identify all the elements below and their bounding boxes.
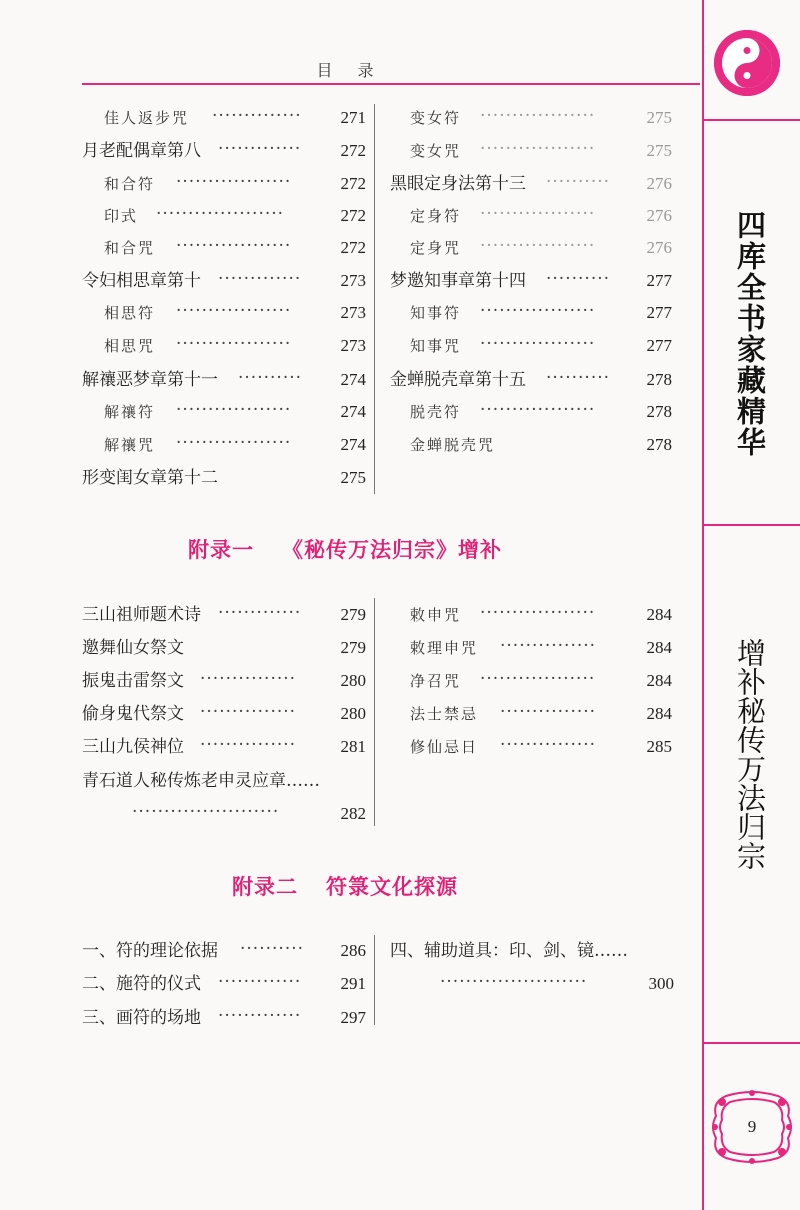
toc-entry-page: 297 — [340, 1008, 366, 1027]
leader-dots: ·········· — [238, 368, 303, 388]
sidebar-border-left — [702, 0, 704, 1210]
leader-dots: ·················· — [480, 603, 596, 623]
toc-entry-page: 279 — [340, 605, 366, 624]
toc-entry[interactable] — [410, 332, 672, 360]
toc-entry[interactable] — [410, 601, 672, 629]
toc-entry[interactable] — [82, 1004, 366, 1032]
leader-dots: ·················· — [176, 433, 292, 453]
toc-entry-label: 和合咒 — [104, 239, 156, 257]
leader-dots: ·················· — [176, 236, 292, 256]
leader-dots: ·················· — [480, 334, 596, 354]
leader-dots: ··············· — [200, 735, 297, 755]
toc-entry-label: 解禳恶梦章第十一 — [82, 370, 218, 390]
toc-entry-page: 282 — [340, 804, 366, 823]
toc-entry[interactable] — [104, 234, 366, 262]
page-header-title: 目 录 — [316, 61, 384, 80]
toc-entry[interactable] — [82, 733, 366, 761]
toc-entry-page: 271 — [340, 108, 366, 127]
toc-entry[interactable] — [82, 137, 366, 165]
column-divider-appendix2 — [374, 935, 375, 1025]
toc-entry[interactable] — [104, 431, 366, 459]
toc-entry[interactable] — [390, 170, 672, 198]
toc-entry-page: 278 — [646, 435, 672, 454]
toc-entry-label: 三、画符的场地 — [82, 1008, 201, 1028]
sidebar-rule-bottom — [702, 1042, 800, 1044]
toc-entry-page: 272 — [340, 141, 366, 160]
toc-entry[interactable] — [82, 667, 366, 695]
toc-entry[interactable] — [410, 700, 672, 728]
leader-dots: ·················· — [176, 301, 292, 321]
toc-entry-page: 273 — [340, 336, 366, 355]
leader-dots: ·················· — [176, 334, 292, 354]
toc-entry[interactable] — [390, 366, 672, 394]
yin-yang-logo-icon — [714, 30, 780, 96]
toc-entry[interactable] — [104, 170, 366, 198]
toc-entry-page: 285 — [646, 737, 672, 756]
toc-entry-label: 解禳符 — [104, 403, 156, 421]
leader-dots: ·················· — [176, 172, 292, 192]
toc-entry-page: 275 — [646, 141, 672, 160]
toc-entry-label: 金蝉脱壳咒 — [410, 436, 496, 454]
toc-entry-page: 286 — [340, 941, 366, 960]
toc-entry-label: 二、施符的仪式 — [82, 974, 201, 994]
leader-dots: ··············· — [200, 702, 297, 722]
leader-dots: ·········· — [546, 269, 611, 289]
toc-entry-page: 277 — [646, 271, 672, 290]
toc-entry-label: 和合符 — [104, 175, 156, 193]
toc-entry-label: 变女咒 — [410, 142, 462, 160]
toc-entry[interactable] — [410, 634, 672, 662]
toc-entry-label: 黑眼定身法第十三 — [390, 174, 526, 194]
toc-entry[interactable] — [82, 970, 366, 998]
leader-dots: ··············· — [200, 669, 297, 689]
toc-entry-page: 274 — [340, 402, 366, 421]
leader-dots: ············· — [218, 139, 302, 159]
toc-entry-label: 知事符 — [410, 304, 462, 322]
toc-entry[interactable] — [82, 634, 366, 662]
toc-entry-page: 300 — [648, 974, 674, 993]
toc-entry-label: 相思咒 — [104, 337, 156, 355]
toc-entry-label: 邀舞仙女祭文 — [82, 638, 184, 658]
toc-entry-long[interactable] — [82, 767, 372, 795]
toc-entry[interactable] — [104, 299, 366, 327]
toc-entry-page: 273 — [340, 303, 366, 322]
toc-entry-page: 273 — [340, 271, 366, 290]
leader-dots: ······················· — [440, 972, 588, 992]
toc-entry-label: 相思符 — [104, 304, 156, 322]
leader-dots: ··············· — [500, 702, 597, 722]
leader-dots: ·················· — [480, 106, 596, 126]
toc-entry-page: 277 — [646, 303, 672, 322]
leader-dots: ·········· — [546, 368, 611, 388]
toc-entry-label: 脱壳符 — [410, 403, 462, 421]
toc-entry[interactable] — [82, 366, 366, 394]
toc-entry-page: 272 — [340, 174, 366, 193]
toc-entry[interactable] — [104, 104, 366, 132]
toc-entry[interactable] — [410, 137, 672, 165]
leader-dots: ············· — [218, 269, 302, 289]
toc-entry-long-continuation — [82, 800, 366, 828]
toc-entry-page: 275 — [646, 108, 672, 127]
leader-dots: ·················· — [480, 669, 596, 689]
toc-entry-label: 青石道人秘传炼老申灵应章…… — [82, 771, 320, 791]
toc-entry[interactable] — [410, 299, 672, 327]
toc-entry-page: 276 — [646, 238, 672, 257]
toc-entry-label: 四、辅助道具：印、剑、镜…… — [390, 941, 628, 961]
toc-entry-label: 一、符的理论依据 — [82, 941, 218, 961]
toc-entry-label: 变女符 — [410, 109, 462, 127]
toc-entry[interactable] — [82, 464, 366, 492]
toc-entry[interactable] — [410, 431, 672, 459]
toc-entry-page: 278 — [646, 402, 672, 421]
toc-entry-label: 令妇相思章第十 — [82, 271, 201, 291]
appendix1-heading — [0, 534, 690, 564]
appendix1-heading-title: 《秘传万法归宗》增补 — [282, 538, 502, 562]
toc-entry[interactable] — [82, 601, 366, 629]
toc-entry-page: 280 — [340, 704, 366, 723]
column-divider-appendix1 — [374, 598, 375, 826]
toc-entry-long-continuation — [390, 970, 674, 998]
toc-entry-label: 净召咒 — [410, 672, 462, 690]
toc-entry-page: 281 — [340, 737, 366, 756]
appendix1-heading-label: 附录一 — [188, 538, 254, 562]
toc-entry[interactable] — [104, 332, 366, 360]
appendix2-heading — [0, 871, 690, 901]
toc-entry-label: 偷身鬼代祭文 — [82, 704, 184, 724]
leader-dots: ·········· — [546, 172, 611, 192]
toc-entry-page: 284 — [646, 605, 672, 624]
toc-entry-label: 修仙忌日 — [410, 738, 479, 756]
appendix2-heading-title: 符箓文化探源 — [326, 875, 458, 899]
toc-entry-label: 形变闺女章第十二 — [82, 468, 218, 488]
leader-dots: ···················· — [156, 204, 285, 224]
toc-entry-label: 定身符 — [410, 207, 462, 225]
leader-dots: ·················· — [480, 236, 596, 256]
toc-entry[interactable] — [410, 104, 672, 132]
page-number-frame — [712, 1090, 792, 1164]
leader-dots: ·················· — [480, 400, 596, 420]
toc-entry[interactable] — [410, 398, 672, 426]
sidebar-rule-top — [702, 119, 800, 121]
leader-dots: ·········· — [240, 939, 305, 959]
leader-dots: ············· — [218, 972, 302, 992]
leader-dots: ·················· — [480, 301, 596, 321]
toc-entry[interactable] — [410, 733, 672, 761]
toc-entry[interactable] — [104, 398, 366, 426]
appendix2-heading-label: 附录二 — [232, 875, 298, 899]
toc-entry-label: 振鬼击雷祭文 — [82, 671, 184, 691]
toc-entry[interactable] — [390, 267, 672, 295]
toc-entry-long[interactable] — [390, 937, 680, 965]
toc-entry-label: 三山祖师题术诗 — [82, 605, 201, 625]
toc-entry-page: 278 — [646, 370, 672, 389]
toc-entry-label: 定身咒 — [410, 239, 462, 257]
series-title: 四库全书家藏精华 — [733, 210, 767, 458]
toc-entry-page: 284 — [646, 671, 672, 690]
toc-entry-label: 梦邀知事章第十四 — [390, 271, 526, 291]
toc-entry-page: 272 — [340, 238, 366, 257]
leader-dots: ·················· — [176, 400, 292, 420]
toc-entry-page: 276 — [646, 174, 672, 193]
sidebar-rule-mid — [702, 524, 800, 526]
toc-entry-label: 解禳咒 — [104, 436, 156, 454]
toc-entry-page: 276 — [646, 206, 672, 225]
toc-entry-page: 279 — [340, 638, 366, 657]
toc-entry-label: 月老配偶章第八 — [82, 141, 201, 161]
toc-entry-page: 275 — [340, 468, 366, 487]
leader-dots: ··············· — [500, 636, 597, 656]
toc-entry-page: 291 — [340, 974, 366, 993]
toc-entry[interactable] — [82, 937, 366, 965]
sidebar — [700, 0, 800, 1210]
toc-entry[interactable] — [82, 267, 366, 295]
page-number: 9 — [747, 1117, 757, 1136]
toc-entry-label: 三山九侯神位 — [82, 737, 184, 757]
toc-entry[interactable] — [410, 667, 672, 695]
header-rule — [82, 83, 700, 85]
toc-entry-label: 法士禁忌 — [410, 705, 479, 723]
leader-dots: ······················· — [132, 802, 280, 822]
leader-dots: ············· — [218, 603, 302, 623]
toc-entry-page: 272 — [340, 206, 366, 225]
toc-entry-page: 280 — [340, 671, 366, 690]
leader-dots: ·················· — [480, 139, 596, 159]
toc-entry[interactable] — [82, 700, 366, 728]
toc-entry-label: 知事咒 — [410, 337, 462, 355]
leader-dots: ·················· — [480, 204, 596, 224]
toc-entry[interactable] — [410, 234, 672, 262]
toc-entry-page: 274 — [340, 370, 366, 389]
toc-entry-label: 敕理申咒 — [410, 639, 479, 657]
toc-entry-label: 敕申咒 — [410, 606, 462, 624]
toc-entry-page: 277 — [646, 336, 672, 355]
toc-entry-label: 印式 — [104, 207, 139, 225]
toc-entry[interactable] — [410, 202, 672, 230]
toc-entry[interactable] — [104, 202, 366, 230]
toc-entry-page: 274 — [340, 435, 366, 454]
toc-entry-label: 金蝉脱壳章第十五 — [390, 370, 526, 390]
leader-dots: ·············· — [212, 106, 302, 126]
column-divider-top — [374, 104, 375, 494]
toc-entry-page: 284 — [646, 638, 672, 657]
toc-entry-page: 284 — [646, 704, 672, 723]
leader-dots: ··············· — [500, 735, 597, 755]
toc-entry-label: 佳人返步咒 — [104, 109, 190, 127]
leader-dots: ············· — [218, 1006, 302, 1026]
book-title: 增补秘传万法归宗 — [733, 638, 767, 870]
